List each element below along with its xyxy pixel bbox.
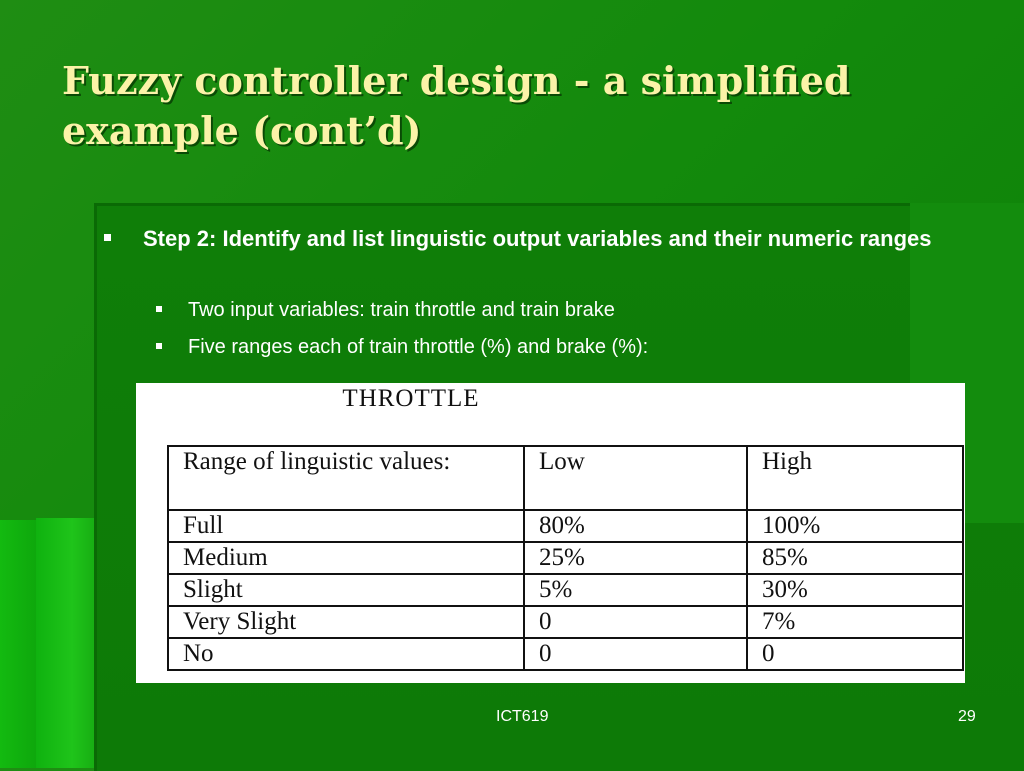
table-cell: 100% (747, 510, 963, 542)
table-cell: 25% (524, 542, 747, 574)
sub-bullet-text: Two input variables: train throttle and train brake (188, 299, 615, 321)
table-row (168, 606, 963, 638)
table-header-cell: Range of linguistic values: (168, 446, 524, 510)
table-cell: 0 (747, 638, 963, 670)
square-bullet-icon (156, 306, 162, 312)
throttle-table (167, 445, 964, 671)
table-caption: THROTTLE (342, 385, 480, 412)
table-cell: 0 (524, 606, 747, 638)
table-cell: Very Slight (168, 606, 524, 638)
table-cell: 0 (524, 638, 747, 670)
footer-course-code: ICT619 (496, 708, 549, 725)
square-bullet-icon (104, 234, 111, 241)
table-cell: Slight (168, 574, 524, 606)
table-row (168, 574, 963, 606)
table-cell: 5% (524, 574, 747, 606)
table-cell: Full (168, 510, 524, 542)
table-cell: 85% (747, 542, 963, 574)
sub-bullet (156, 333, 956, 361)
table-row (168, 542, 963, 574)
decorative-panel (0, 520, 36, 768)
bullet-main (104, 222, 964, 255)
table-cell: 30% (747, 574, 963, 606)
slide-number: 29 (958, 708, 976, 725)
table-cell: No (168, 638, 524, 670)
sub-bullet-text: Five ranges each of train throttle (%) and brake (%): (188, 336, 649, 358)
table-header-cell: Low (524, 446, 747, 510)
table-header-row (168, 446, 963, 510)
bullet-main-text: Step 2: Identify and list linguistic output variables and their numeric ranges (143, 226, 932, 251)
throttle-table-image (136, 383, 965, 683)
table-cell: 7% (747, 606, 963, 638)
decorative-panel (36, 518, 96, 768)
table-row (168, 638, 963, 670)
square-bullet-icon (156, 343, 162, 349)
sub-bullet (156, 296, 956, 324)
table-cell: Medium (168, 542, 524, 574)
slide-title: Fuzzy controller design - a simplified example (cont’d) (62, 58, 851, 153)
table-cell: 80% (524, 510, 747, 542)
table-header-cell: High (747, 446, 963, 510)
table-row (168, 510, 963, 542)
